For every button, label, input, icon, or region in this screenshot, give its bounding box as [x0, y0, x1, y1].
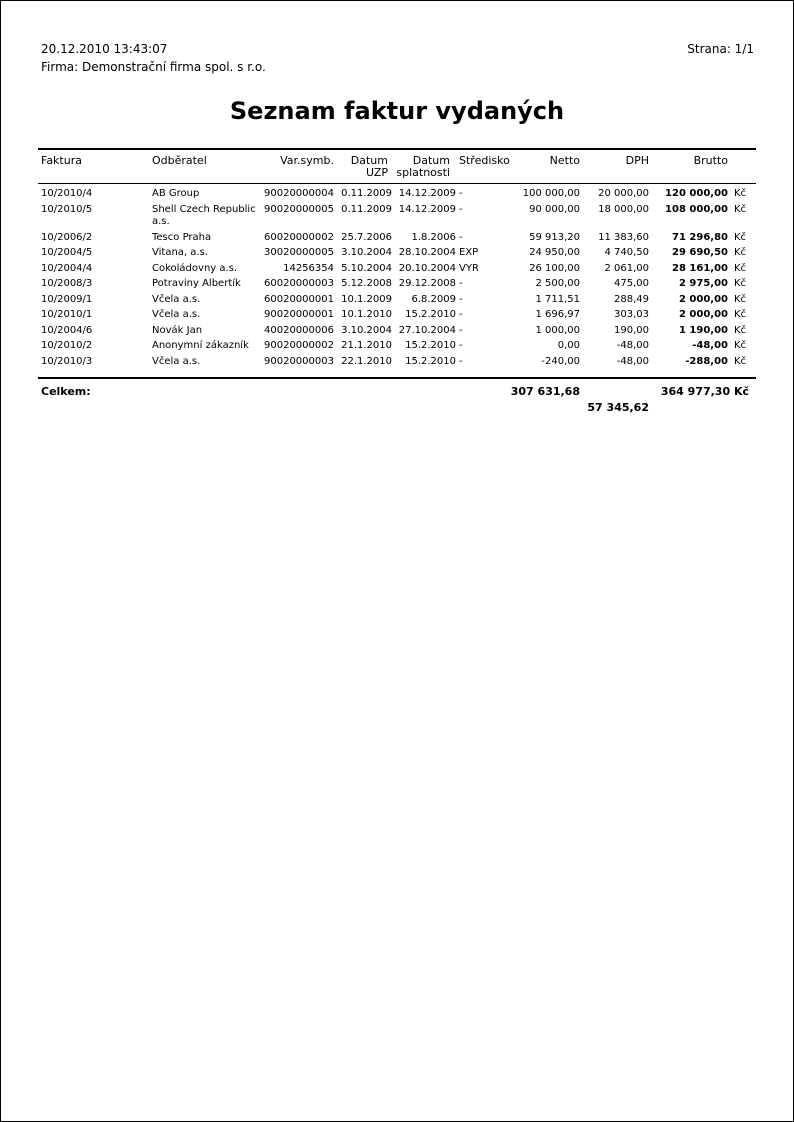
cell-dph: 18 000,00	[598, 204, 649, 215]
cell-brutto: 2 000,00	[678, 294, 728, 305]
cell-brutto: 71 296,80	[672, 232, 728, 243]
cell-odberatel: Včela a.s.	[152, 356, 201, 367]
cell-stredisko: EXP	[459, 247, 479, 258]
header-rule	[38, 183, 756, 184]
cell-stredisko: -	[459, 325, 463, 336]
cell-uzp: 25.7.2006	[341, 232, 392, 243]
cell-splatnost: 15.2.2010	[405, 340, 456, 351]
cell-faktura: 10/2009/1	[41, 294, 93, 305]
cell-faktura: 10/2004/4	[41, 263, 93, 274]
cell-uzp: 5.10.2004	[341, 263, 392, 274]
col-datum-uzp	[336, 155, 388, 179]
cell-mena: Kč	[734, 278, 747, 289]
col-netto: Netto	[549, 154, 580, 167]
col-faktura: Faktura	[41, 154, 82, 167]
cell-dph: 2 061,00	[604, 263, 649, 274]
totals-brutto: 364 977,30 Kč	[660, 385, 749, 398]
cell-mena: Kč	[734, 247, 747, 258]
cell-brutto: -288,00	[685, 356, 728, 367]
cell-dph: 20 000,00	[598, 188, 649, 199]
col-stredisko: Středisko	[459, 154, 510, 167]
cell-dph: 303,03	[614, 309, 649, 320]
cell-splatnost: 29.12.2008	[398, 278, 456, 289]
cell-netto: 24 950,00	[529, 247, 580, 258]
cell-mena: Kč	[734, 263, 747, 274]
cell-mena: Kč	[734, 294, 747, 305]
cell-stredisko: -	[459, 356, 463, 367]
cell-faktura: 10/2004/5	[41, 247, 93, 258]
cell-odberatel: Shell Czech Republic	[152, 204, 256, 215]
totals-rule	[38, 377, 756, 379]
cell-netto: 1 000,00	[535, 325, 580, 336]
cell-brutto: 1 190,00	[678, 325, 728, 336]
cell-varsymb: 90020000004	[264, 188, 334, 199]
cell-varsymb: 30020000005	[264, 247, 334, 258]
cell-faktura: 10/2004/6	[41, 325, 93, 336]
cell-varsymb: 90020000005	[264, 204, 334, 215]
cell-netto: 0,00	[557, 340, 580, 351]
cell-brutto: 28 161,00	[672, 263, 728, 274]
cell-splatnost: 6.8.2009	[411, 294, 456, 305]
cell-odberatel: Včela a.s.	[152, 309, 201, 320]
totals-netto: 307 631,68	[510, 385, 580, 398]
cell-mena: Kč	[734, 356, 747, 367]
totals-dph: 57 345,62	[587, 401, 649, 414]
cell-splatnost: 14.12.2009	[398, 204, 456, 215]
cell-odberatel: Novák Jan	[152, 325, 203, 336]
cell-uzp: 0.11.2009	[341, 188, 392, 199]
cell-varsymb: 90020000001	[264, 309, 334, 320]
cell-uzp: 10.1.2010	[341, 309, 392, 320]
cell-uzp: 3.10.2004	[341, 325, 392, 336]
cell-odberatel: Tesco Praha	[152, 232, 212, 243]
cell-varsymb: 14256354	[283, 263, 334, 274]
cell-splatnost: 28.10.2004	[398, 247, 456, 258]
cell-varsymb: 40020000006	[264, 325, 334, 336]
company-name: Firma: Demonstrační firma spol. s r.o.	[41, 60, 266, 74]
cell-dph: -48,00	[616, 340, 649, 351]
cell-stredisko: -	[459, 340, 463, 351]
cell-stredisko: -	[459, 309, 463, 320]
col-datum-uzp-line1: Datum	[350, 154, 388, 167]
table-top-rule	[38, 148, 756, 150]
cell-uzp: 10.1.2009	[341, 294, 392, 305]
cell-netto: 2 500,00	[535, 278, 580, 289]
col-datum-spl-line2: splatnosti	[396, 166, 450, 179]
cell-faktura: 10/2010/5	[41, 204, 93, 215]
cell-stredisko: -	[459, 278, 463, 289]
cell-netto: 100 000,00	[522, 188, 580, 199]
cell-faktura: 10/2010/4	[41, 188, 93, 199]
cell-uzp: 3.10.2004	[341, 247, 392, 258]
cell-brutto: 29 690,50	[672, 247, 728, 258]
cell-uzp: 21.1.2010	[341, 340, 392, 351]
cell-mena: Kč	[734, 188, 747, 199]
col-odberatel: Odběratel	[152, 154, 207, 167]
col-brutto: Brutto	[693, 154, 728, 167]
cell-netto: 90 000,00	[529, 204, 580, 215]
col-datum-spl-line1: Datum	[412, 154, 450, 167]
cell-odberatel: Anonymní zákazník	[152, 340, 249, 351]
print-datetime: 20.12.2010 13:43:07	[41, 42, 168, 56]
cell-mena: Kč	[734, 340, 747, 351]
col-dph: DPH	[625, 154, 649, 167]
col-datum-splatnosti	[394, 155, 450, 179]
cell-brutto: -48,00	[692, 340, 728, 351]
cell-odberatel: Potraviny Albertík	[152, 278, 241, 289]
cell-dph: 190,00	[614, 325, 649, 336]
cell-odberatel: Včela a.s.	[152, 294, 201, 305]
cell-varsymb: 60020000002	[264, 232, 334, 243]
cell-varsymb: 90020000003	[264, 356, 334, 367]
cell-odberatel: AB Group	[152, 188, 200, 199]
cell-faktura: 10/2008/3	[41, 278, 93, 289]
col-datum-uzp-line2: UZP	[365, 166, 388, 179]
cell-mena: Kč	[734, 325, 747, 336]
page-number: Strana: 1/1	[687, 42, 754, 56]
cell-brutto: 108 000,00	[665, 204, 728, 215]
cell-mena: Kč	[734, 232, 747, 243]
cell-brutto: 2 000,00	[678, 309, 728, 320]
cell-splatnost: 15.2.2010	[405, 309, 456, 320]
report-title: Seznam faktur vydaných	[229, 97, 565, 125]
cell-odberatel-line2: a.s.	[152, 216, 170, 227]
cell-splatnost: 15.2.2010	[405, 356, 456, 367]
cell-uzp: 5.12.2008	[341, 278, 392, 289]
cell-stredisko: -	[459, 294, 463, 305]
cell-faktura: 10/2010/1	[41, 309, 93, 320]
cell-dph: 4 740,50	[604, 247, 649, 258]
cell-netto: 1 711,51	[535, 294, 580, 305]
cell-netto: 1 696,97	[535, 309, 580, 320]
cell-odberatel: Vitana, a.s.	[152, 247, 208, 258]
cell-splatnost: 14.12.2009	[398, 188, 456, 199]
cell-mena: Kč	[734, 309, 747, 320]
cell-splatnost: 1.8.2006	[411, 232, 456, 243]
totals-label: Celkem:	[41, 385, 91, 398]
cell-faktura: 10/2010/3	[41, 356, 93, 367]
cell-stredisko: VYR	[459, 263, 479, 274]
cell-brutto: 120 000,00	[665, 188, 728, 199]
cell-brutto: 2 975,00	[678, 278, 728, 289]
cell-varsymb: 60020000001	[264, 294, 334, 305]
cell-stredisko: -	[459, 232, 463, 243]
cell-netto: 59 913,20	[529, 232, 580, 243]
cell-varsymb: 60020000003	[264, 278, 334, 289]
cell-mena: Kč	[734, 204, 747, 215]
cell-netto: -240,00	[541, 356, 580, 367]
cell-odberatel: Čokoládovny a.s.	[152, 263, 238, 274]
cell-faktura: 10/2010/2	[41, 340, 93, 351]
cell-dph: -48,00	[616, 356, 649, 367]
cell-netto: 26 100,00	[529, 263, 580, 274]
cell-splatnost: 20.10.2004	[398, 263, 456, 274]
cell-stredisko: -	[459, 204, 463, 215]
cell-dph: 475,00	[614, 278, 649, 289]
col-varsymb: Var.symb.	[280, 154, 334, 167]
cell-stredisko: -	[459, 188, 463, 199]
cell-uzp: 22.1.2010	[341, 356, 392, 367]
cell-dph: 11 383,60	[598, 232, 649, 243]
cell-faktura: 10/2006/2	[41, 232, 93, 243]
cell-splatnost: 27.10.2004	[398, 325, 456, 336]
cell-varsymb: 90020000002	[264, 340, 334, 351]
cell-dph: 288,49	[614, 294, 649, 305]
cell-uzp: 0.11.2009	[341, 204, 392, 215]
